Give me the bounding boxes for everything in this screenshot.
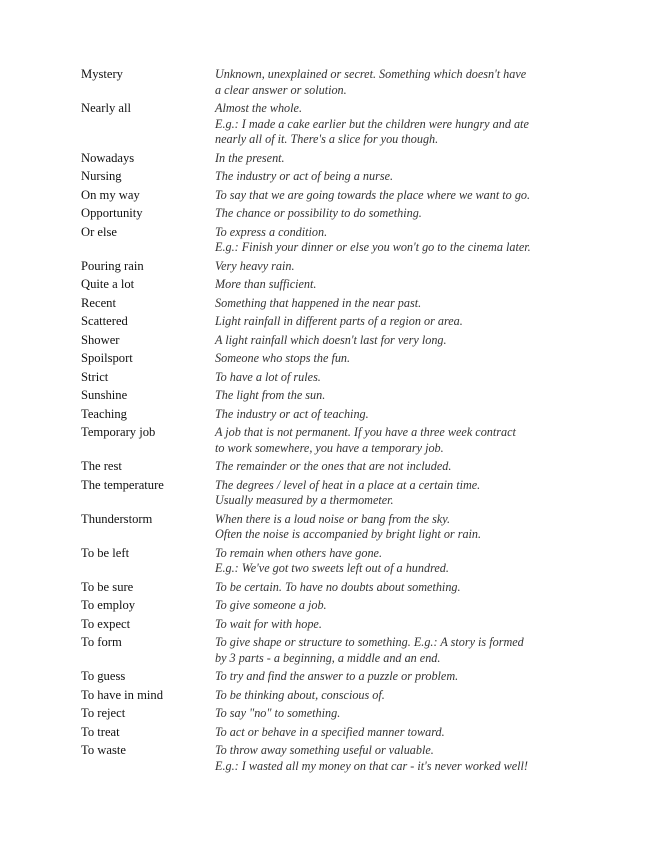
definition-line: Very heavy rain. bbox=[215, 258, 295, 273]
definition-line: To be certain. To have no doubts about something. bbox=[215, 579, 461, 594]
entry-definition bbox=[215, 706, 581, 722]
glossary-entry bbox=[81, 225, 581, 256]
entry-term: Spoilsport bbox=[81, 351, 133, 365]
entry-term: To expect bbox=[81, 616, 131, 631]
entry-term: On my way bbox=[81, 187, 140, 202]
definition-line: To throw away something useful or valuable. bbox=[215, 743, 434, 757]
entry-term: To treat bbox=[81, 724, 120, 739]
entry-term: To be left bbox=[81, 545, 130, 560]
glossary-entry bbox=[81, 407, 581, 423]
glossary-entry bbox=[81, 669, 581, 685]
glossary-entry bbox=[81, 512, 581, 543]
definition-line: More than sufficient. bbox=[215, 277, 317, 291]
entry-term: Opportunity bbox=[81, 206, 143, 220]
entry-term: Or else bbox=[81, 224, 118, 239]
entry-term: To employ bbox=[81, 598, 136, 612]
entry-definition bbox=[215, 546, 581, 577]
entry-term: Quite a lot bbox=[81, 277, 135, 291]
glossary-entry bbox=[81, 67, 581, 98]
glossary-entry bbox=[81, 598, 581, 614]
definition-line: The industry or act of teaching. bbox=[215, 406, 369, 421]
entry-term: To form bbox=[81, 635, 122, 649]
entry-definition bbox=[215, 277, 581, 293]
glossary-entry bbox=[81, 296, 581, 312]
entry-definition bbox=[215, 370, 581, 386]
definition-line: Light rainfall in different parts of a region or area. bbox=[215, 314, 463, 328]
entry-term: Teaching bbox=[81, 406, 127, 421]
entry-definition bbox=[215, 314, 581, 330]
entry-definition bbox=[215, 425, 581, 456]
entry-term: Recent bbox=[81, 295, 116, 310]
entry-term: Nearly all bbox=[81, 101, 131, 115]
glossary-entry bbox=[81, 546, 581, 577]
glossary-entry bbox=[81, 388, 581, 404]
definition-line: nearly all of it. There's a slice for you though. bbox=[215, 132, 439, 146]
entry-definition bbox=[215, 743, 581, 774]
entry-definition bbox=[215, 296, 581, 312]
entry-term: To waste bbox=[81, 743, 126, 757]
entry-term: Nursing bbox=[81, 169, 122, 183]
entry-definition bbox=[215, 151, 581, 167]
definition-line: Something that happened in the near past. bbox=[215, 295, 422, 310]
entry-term: Scattered bbox=[81, 314, 128, 328]
entry-definition bbox=[215, 407, 581, 423]
glossary-entry bbox=[81, 425, 581, 456]
definition-line: The chance or possibility to do something. bbox=[215, 206, 422, 220]
glossary-entry bbox=[81, 478, 581, 509]
definition-line: E.g.: Finish your dinner or else you won't go to the cinema later. bbox=[215, 240, 531, 254]
entry-term: Strict bbox=[81, 369, 109, 384]
glossary-entry bbox=[81, 277, 581, 293]
glossary-entry bbox=[81, 459, 581, 475]
entry-definition bbox=[215, 459, 581, 475]
definition-line: In the present. bbox=[215, 150, 285, 165]
definition-line: Almost the whole. bbox=[215, 101, 302, 115]
entry-term: To reject bbox=[81, 706, 126, 720]
definition-line: To wait for with hope. bbox=[215, 616, 322, 631]
entry-term: To be sure bbox=[81, 579, 134, 594]
glossary-entry bbox=[81, 725, 581, 741]
definition-line: The remainder or the ones that are not included. bbox=[215, 459, 452, 473]
definition-line: When there is a loud noise or bang from the sky. bbox=[215, 511, 451, 526]
entry-term: Thunderstorm bbox=[81, 511, 153, 526]
entry-term: Nowadays bbox=[81, 150, 135, 165]
entry-definition bbox=[215, 478, 581, 509]
definition-line: Someone who stops the fun. bbox=[215, 351, 351, 365]
definition-line: To try and find the answer to a puzzle or problem. bbox=[215, 669, 459, 683]
glossary-entry bbox=[81, 370, 581, 386]
entry-definition bbox=[215, 169, 581, 185]
definition-line: E.g.: We've got two sweets left out of a hundred. bbox=[215, 561, 449, 575]
definition-line: To act or behave in a specified manner toward. bbox=[215, 724, 445, 739]
definition-line: Usually measured by a thermometer. bbox=[215, 493, 394, 507]
definition-line: The degrees / level of heat in a place at a certain time. bbox=[215, 477, 481, 492]
definition-line: To give shape or structure to something. E.g.: A story is formed bbox=[215, 635, 524, 649]
glossary-entry bbox=[81, 635, 581, 666]
glossary-entry bbox=[81, 188, 581, 204]
glossary-entry bbox=[81, 706, 581, 722]
entry-definition bbox=[215, 225, 581, 256]
entry-definition bbox=[215, 598, 581, 614]
entry-definition bbox=[215, 669, 581, 685]
definition-line: To express a condition. bbox=[215, 224, 328, 239]
definition-line: by 3 parts - a beginning, a middle and an end. bbox=[215, 650, 441, 665]
definition-line: To remain when others have gone. bbox=[215, 545, 382, 560]
entry-term: Temporary job bbox=[81, 425, 156, 439]
entry-definition bbox=[215, 101, 581, 148]
definition-line: Unknown, unexplained or secret. Something which doesn't have bbox=[215, 67, 527, 81]
definition-line: To be thinking about, conscious of. bbox=[215, 687, 385, 702]
glossary-entry bbox=[81, 743, 581, 774]
definition-line: The light from the sun. bbox=[215, 388, 326, 402]
entry-definition bbox=[215, 351, 581, 367]
definition-line: To have a lot of rules. bbox=[215, 369, 321, 384]
entry-definition bbox=[215, 206, 581, 222]
definition-line: A light rainfall which doesn't last for very long. bbox=[215, 332, 447, 347]
definition-line: A job that is not permanent. If you have a three week contract bbox=[215, 425, 516, 439]
entry-definition bbox=[215, 725, 581, 741]
entry-term: Shower bbox=[81, 332, 120, 347]
glossary-list bbox=[81, 67, 581, 774]
definition-line: a clear answer or solution. bbox=[215, 82, 347, 97]
glossary-entry bbox=[81, 314, 581, 330]
definition-line: To say "no" to something. bbox=[215, 706, 341, 720]
glossary-entry bbox=[81, 351, 581, 367]
entry-definition bbox=[215, 333, 581, 349]
entry-term: The temperature bbox=[81, 477, 164, 492]
entry-term: To guess bbox=[81, 669, 126, 683]
glossary-entry bbox=[81, 169, 581, 185]
definition-line: E.g.: I made a cake earlier but the children were hungry and ate bbox=[215, 116, 529, 131]
glossary-entry bbox=[81, 333, 581, 349]
glossary-entry bbox=[81, 688, 581, 704]
definition-line: The industry or act of being a nurse. bbox=[215, 169, 394, 183]
entry-definition bbox=[215, 635, 581, 666]
entry-definition bbox=[215, 259, 581, 275]
entry-term: Mystery bbox=[81, 67, 123, 81]
entry-term: Pouring rain bbox=[81, 258, 144, 273]
entry-term: To have in mind bbox=[81, 687, 164, 702]
definition-line: E.g.: I wasted all my money on that car - it's never worked well! bbox=[215, 758, 528, 773]
definition-line: To say that we are going towards the place where we want to go. bbox=[215, 187, 531, 202]
glossary-entry bbox=[81, 580, 581, 596]
definition-line: to work somewhere, you have a temporary job. bbox=[215, 440, 444, 455]
definition-line: Often the noise is accompanied by bright light or rain. bbox=[215, 527, 482, 541]
entry-definition bbox=[215, 512, 581, 543]
entry-term: The rest bbox=[81, 459, 122, 473]
entry-definition bbox=[215, 688, 581, 704]
glossary-entry bbox=[81, 101, 581, 148]
entry-definition bbox=[215, 580, 581, 596]
glossary-entry bbox=[81, 151, 581, 167]
entry-definition bbox=[215, 67, 581, 98]
entry-term: Sunshine bbox=[81, 388, 128, 402]
glossary-entry bbox=[81, 617, 581, 633]
glossary-entry bbox=[81, 259, 581, 275]
entry-definition bbox=[215, 617, 581, 633]
glossary-entry bbox=[81, 206, 581, 222]
entry-definition bbox=[215, 388, 581, 404]
entry-definition bbox=[215, 188, 581, 204]
definition-line: To give someone a job. bbox=[215, 598, 327, 612]
